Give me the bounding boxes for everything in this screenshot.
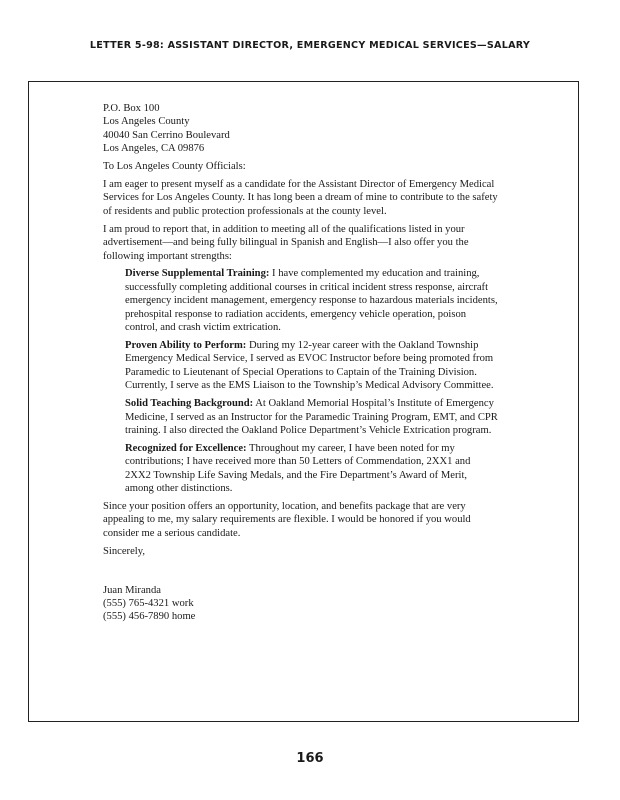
intro-paragraph: I am eager to present myself as a candidate for the Assistant Director of Emergency Medical Services for Los Angeles County. It has long been a dream of mine to contribute to the safety of residents and public protection professionals at the county level. [103,179,498,217]
page-header-title: LETTER 5-98: ASSISTANT DIRECTOR, EMERGENCY MEDICAL SERVICES—SALARY [89,40,531,51]
strength-text: Throughout my career, I have been noted for my contributions; I have received more than 50 Letters of Commendation, 2XX1 and 2XX2 Township Life Saving Medals, and the Fire Department’s Award of Merit, among other distinctions. [125,442,471,495]
closing: Sincerely, [103,545,145,557]
address-line: Los Angeles, CA 09876 [103,143,205,155]
recipient-address [103,102,498,156]
strength-text: I have complemented my education and training, successfully completing additional courses in critical incident stress response, aircraft emergency incident management, emergency response to hazardous materials incidents, prehospital response to radiation accidents, emergency vehicle operation, poison control, and crash victim extrication. [125,268,498,334]
signature-name: Juan Miranda [103,584,161,596]
letter-body [103,102,498,628]
signature-space [103,563,498,584]
signature-block [103,584,498,624]
signature-phone-home: (555) 456-7890 home [103,611,196,623]
address-line: 40040 San Cerrino Boulevard [103,129,230,141]
closing-paragraph: Since your position offers an opportunity, location, and benefits package that are very appealing to me, my salary requirements are flexible. I would be honored if you would consider me a serious candidate. [103,500,471,539]
strength-text: During my 12-year career with the Oakland Township Emergency Medical Service, I served as EVOC Instructor before being promoted from Paramedic to Lieutenant of Special Operations to Captain of the Training Division. Currently, I serve as the EMS Liaison to the Township’s Medical Advisory Committee. [125,340,494,392]
page-number: 166 [296,751,324,766]
strength-item [125,442,498,496]
strengths-list [125,267,498,495]
address-line: Los Angeles County [103,116,190,128]
strength-title: Solid Teaching Background: [125,398,254,410]
signature-phone-work: (555) 765-4321 work [103,598,194,609]
strength-title: Diverse Supplemental Training: [125,268,270,280]
address-line: P.O. Box 100 [103,103,160,114]
strength-title: Recognized for Excellence: [125,442,247,454]
strength-item [125,267,498,334]
strength-title: Proven Ability to Perform: [125,340,247,351]
strength-item [125,397,498,437]
strength-item [125,339,498,393]
strength-text: At Oakland Memorial Hospital’s Institute of Emergency Medicine, I served as an Instructor for the Paramedic Training Program, EMT, and CPR training. I also directed the Oakland Police Department’s Vehicle Extrication program. [125,398,498,436]
salutation: To Los Angeles County Officials: [103,161,246,173]
qualifications-paragraph: I am proud to report that, in addition to meeting all of the qualifications listed in your advertisement—and being fully bilingual in Spanish and English—I also offer you the following important strengths: [103,223,469,262]
